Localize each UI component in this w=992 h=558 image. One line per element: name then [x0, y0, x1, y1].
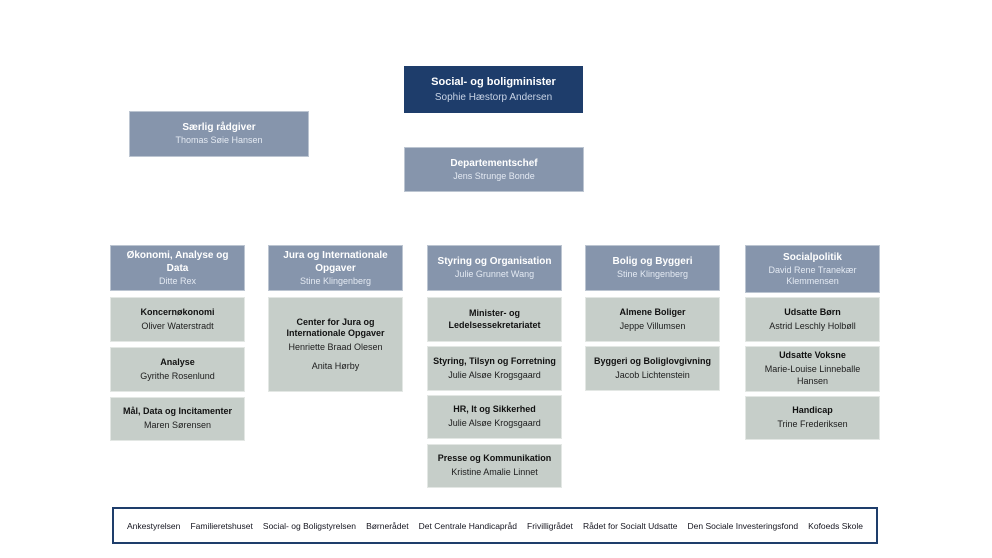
unit-presse-kommunikation [427, 444, 562, 488]
dept-title: Socialpolitik [783, 251, 842, 263]
unit-head-name: Maren Sørensen [143, 420, 212, 430]
minister-box [404, 66, 583, 113]
agency-item: Den Sociale Investeringsfond [687, 520, 799, 531]
unit-title: Udsatte Voksne [779, 350, 846, 361]
dept-head-name: Stine Klingenberg [299, 275, 372, 286]
dept-socialpolitik-header [745, 245, 880, 293]
dept-jura-header [268, 245, 403, 291]
dept-okonomi-header [110, 245, 245, 291]
agency-item: Kofoeds Skole [808, 520, 863, 531]
unit-head-name: Kristine Amalie Linnet [451, 467, 538, 477]
unit-head-name: Julie Alsøe Krogsgaard [448, 418, 541, 428]
permanent-secretary-name: Jens Strunge Bonde [453, 170, 535, 181]
unit-hr-it-sikkerhed [427, 395, 562, 439]
agency-item: Frivilligrådet [527, 520, 573, 531]
unit-title: Almene Boliger [619, 306, 686, 317]
unit-title: Minister- og Ledelsessekretariatet [448, 307, 541, 330]
unit-styring-tilsyn-forretning [427, 346, 562, 391]
agency-item: Social- og Boligstyrelsen [262, 520, 356, 531]
unit-title: HR, It og Sikkerhed [453, 404, 536, 415]
unit-head-name: Trine Frederiksen [777, 419, 848, 429]
unit-head-name: Astrid Leschly Holbøll [769, 320, 856, 331]
unit-head-name: Oliver Waterstradt [141, 320, 214, 331]
dept-bolig-header [585, 245, 720, 291]
dept-head-name: David Rene Tranekær Klemmensen [768, 264, 857, 286]
unit-title: Center for Jura og Internationale Opgaver [286, 316, 385, 339]
unit-title: Koncernøkonomi [140, 306, 215, 317]
agency-item: Familieretshuset [190, 520, 253, 531]
dept-title: Bolig og Byggeri [612, 256, 693, 268]
agency-item: Rådet for Socialt Udsatte [582, 520, 678, 531]
unit-head-name: Julie Alsøe Krogsgaard [448, 369, 541, 380]
unit-title: Analyse [160, 356, 195, 367]
dept-head-name: Stine Klingenberg [616, 269, 689, 280]
permanent-secretary-box [404, 147, 584, 192]
unit-head-name: Anita Hørby [311, 360, 360, 371]
unit-head-name: Jeppe Villumsen [619, 320, 686, 331]
permanent-secretary-title: Departementschef [450, 157, 538, 169]
unit-almene-boliger [585, 297, 720, 342]
unit-handicap [745, 396, 880, 440]
dept-title: Styring og Organisation [437, 256, 552, 268]
unit-udsatte-voksne [745, 346, 880, 392]
special-advisor-title: Særlig rådgiver [182, 122, 256, 134]
dept-head-name: Julie Grunnet Wang [454, 269, 535, 280]
minister-name: Sophie Hæstorp Andersen [434, 91, 553, 103]
minister-title: Social- og boligminister [431, 76, 556, 89]
unit-title: Mål, Data og Incitamenter [122, 406, 233, 417]
unit-head-name: Gyrithe Rosenlund [140, 370, 215, 381]
special-advisor-name: Thomas Søie Hansen [175, 135, 263, 146]
dept-styring-header [427, 245, 562, 291]
unit-center-jura [268, 297, 403, 392]
unit-byggeri-boliglovgivning [585, 346, 720, 391]
unit-title: Presse og Kommunikation [437, 453, 552, 464]
unit-head-name: Jacob Lichtenstein [615, 369, 690, 380]
unit-mal-data-incitamenter [110, 397, 245, 441]
unit-title: Udsatte Børn [784, 306, 841, 317]
unit-head-name: Marie-Louise Linneballe Hansen [764, 364, 861, 386]
unit-head-name: Henriette Braad Olesen [288, 342, 383, 352]
unit-title: Byggeri og Boliglovgivning [594, 355, 711, 366]
dept-title: Økonomi, Analyse og Data [126, 249, 229, 274]
unit-udsatte-born [745, 297, 880, 342]
unit-ministersekretariat [427, 297, 562, 342]
unit-koncernokonomi [110, 297, 245, 342]
agencies-bar [112, 507, 878, 544]
special-advisor-box [129, 111, 309, 157]
agency-item: Børnerådet [366, 520, 409, 531]
unit-title: Handicap [792, 405, 833, 416]
dept-title: Jura og Internationale Opgaver [283, 249, 388, 274]
unit-title: Styring, Tilsyn og Forretning [433, 355, 556, 366]
dept-head-name: Ditte Rex [158, 275, 196, 286]
agency-item: Ankestyrelsen [127, 520, 181, 531]
agency-item: Det Centrale Handicapråd [418, 520, 517, 531]
unit-analyse [110, 347, 245, 392]
